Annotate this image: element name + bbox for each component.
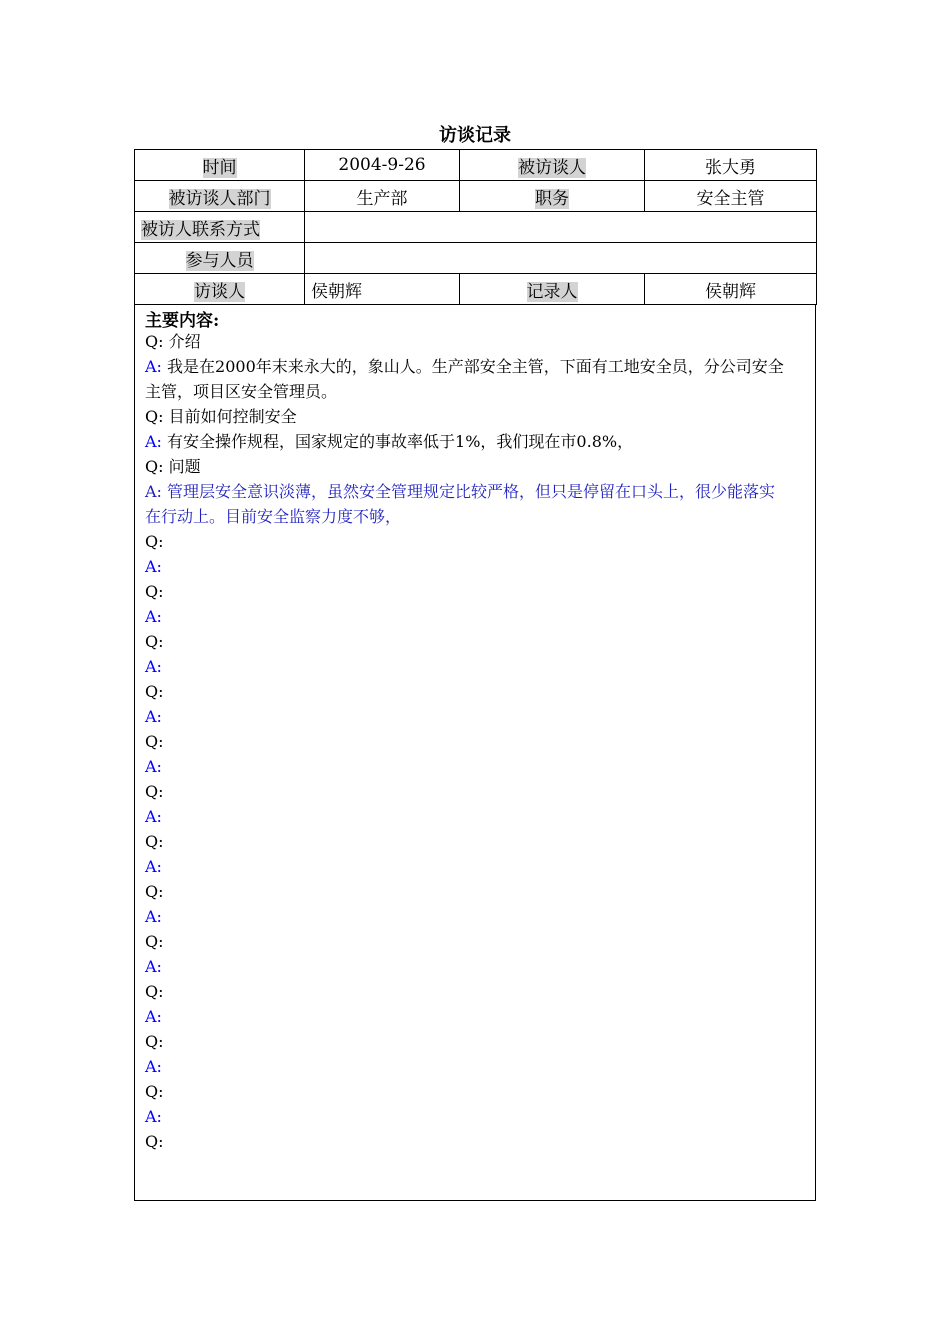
table-row: [135, 212, 817, 243]
a-prefix: A:: [145, 482, 162, 501]
label-cell: [460, 150, 645, 181]
answer-line: [145, 504, 809, 529]
answer-line: A:: [145, 657, 162, 676]
table-row: [135, 150, 817, 181]
answer-line: [145, 379, 809, 404]
answer-line: A:: [145, 1007, 162, 1026]
table-row: [135, 243, 817, 274]
answer-line: A:: [145, 557, 162, 576]
position-label: 职务: [535, 188, 569, 209]
label-cell: [135, 274, 305, 305]
q-prefix: Q:: [145, 457, 164, 476]
answer-line: A:: [145, 757, 162, 776]
question-line: Q:: [145, 732, 164, 751]
label-cell: [460, 274, 645, 305]
question-text: 目前如何控制安全: [168, 407, 297, 426]
question-text: 问题: [168, 457, 201, 476]
question-line: Q:: [145, 582, 164, 601]
content-box: [134, 305, 816, 1201]
dept-label: 被访谈人部门: [168, 188, 271, 209]
a-prefix: A:: [145, 357, 162, 376]
answer-text: 主管，项目区安全管理员。: [145, 382, 338, 401]
time-value: 2004-9-26: [305, 150, 460, 181]
question-line: Q:: [145, 832, 164, 851]
answer-text: 我是在2000年末来永大的，象山人。生产部安全主管，下面有工地安全员，分公司安全: [167, 357, 784, 376]
question-line: Q:: [145, 882, 164, 901]
question-line: Q:: [145, 1132, 164, 1151]
question-line: [145, 454, 809, 479]
q-prefix: Q:: [145, 332, 164, 351]
answer-line: A:: [145, 707, 162, 726]
answer-line: A:: [145, 907, 162, 926]
qa-list: [145, 329, 809, 1154]
label-cell: [460, 181, 645, 212]
interviewee-label: 被访谈人: [518, 157, 586, 178]
question-line: Q:: [145, 532, 164, 551]
answer-line: [145, 354, 809, 379]
question-line: [145, 404, 809, 429]
answer-line: A:: [145, 807, 162, 826]
question-line: Q:: [145, 782, 164, 801]
interviewer-value: 侯朝辉: [305, 274, 460, 305]
question-line: Q:: [145, 682, 164, 701]
question-text: 介绍: [168, 332, 201, 351]
question-line: Q:: [145, 1082, 164, 1101]
document-title: 访谈记录: [439, 125, 511, 146]
answer-text: 管理层安全意识淡薄，虽然安全管理规定比较严格，但只是停留在口头上，很少能落实: [167, 482, 776, 501]
dept-value: 生产部: [305, 181, 460, 212]
answer-text: 有安全操作规程，国家规定的事故率低于1%，我们现在市0.8%，: [167, 432, 634, 451]
question-line: [145, 329, 809, 354]
answer-text: 在行动上。目前安全监察力度不够，: [145, 507, 402, 526]
answer-line: A:: [145, 1057, 162, 1076]
question-line: Q:: [145, 632, 164, 651]
participants-label: 参与人员: [185, 250, 254, 271]
q-prefix: Q:: [145, 407, 164, 426]
contact-label: 被访人联系方式: [141, 219, 260, 240]
table-row: [135, 181, 817, 212]
answer-line: [145, 429, 809, 454]
answer-line: A:: [145, 957, 162, 976]
content-heading: 主要内容:: [145, 311, 220, 331]
label-cell: [135, 181, 305, 212]
label-cell: [135, 212, 305, 243]
question-line: Q:: [145, 982, 164, 1001]
answer-line: A:: [145, 857, 162, 876]
question-line: Q:: [145, 932, 164, 951]
interviewer-label: 访谈人: [194, 281, 245, 302]
a-prefix: A:: [145, 432, 162, 451]
answer-line: A:: [145, 1107, 162, 1126]
participants-value: [305, 243, 817, 274]
answer-line: A:: [145, 607, 162, 626]
table-row: [135, 274, 817, 305]
interview-info-table: [134, 149, 817, 305]
answer-line: [145, 479, 809, 504]
label-cell: [135, 243, 305, 274]
contact-value: [305, 212, 817, 243]
question-line: Q:: [145, 1032, 164, 1051]
time-label: 时间: [202, 157, 237, 178]
recorder-label: 记录人: [526, 281, 578, 302]
label-cell: [135, 150, 305, 181]
interviewee-value: 张大勇: [645, 150, 817, 181]
recorder-value: 侯朝辉: [645, 274, 817, 305]
position-value: 安全主管: [645, 181, 817, 212]
